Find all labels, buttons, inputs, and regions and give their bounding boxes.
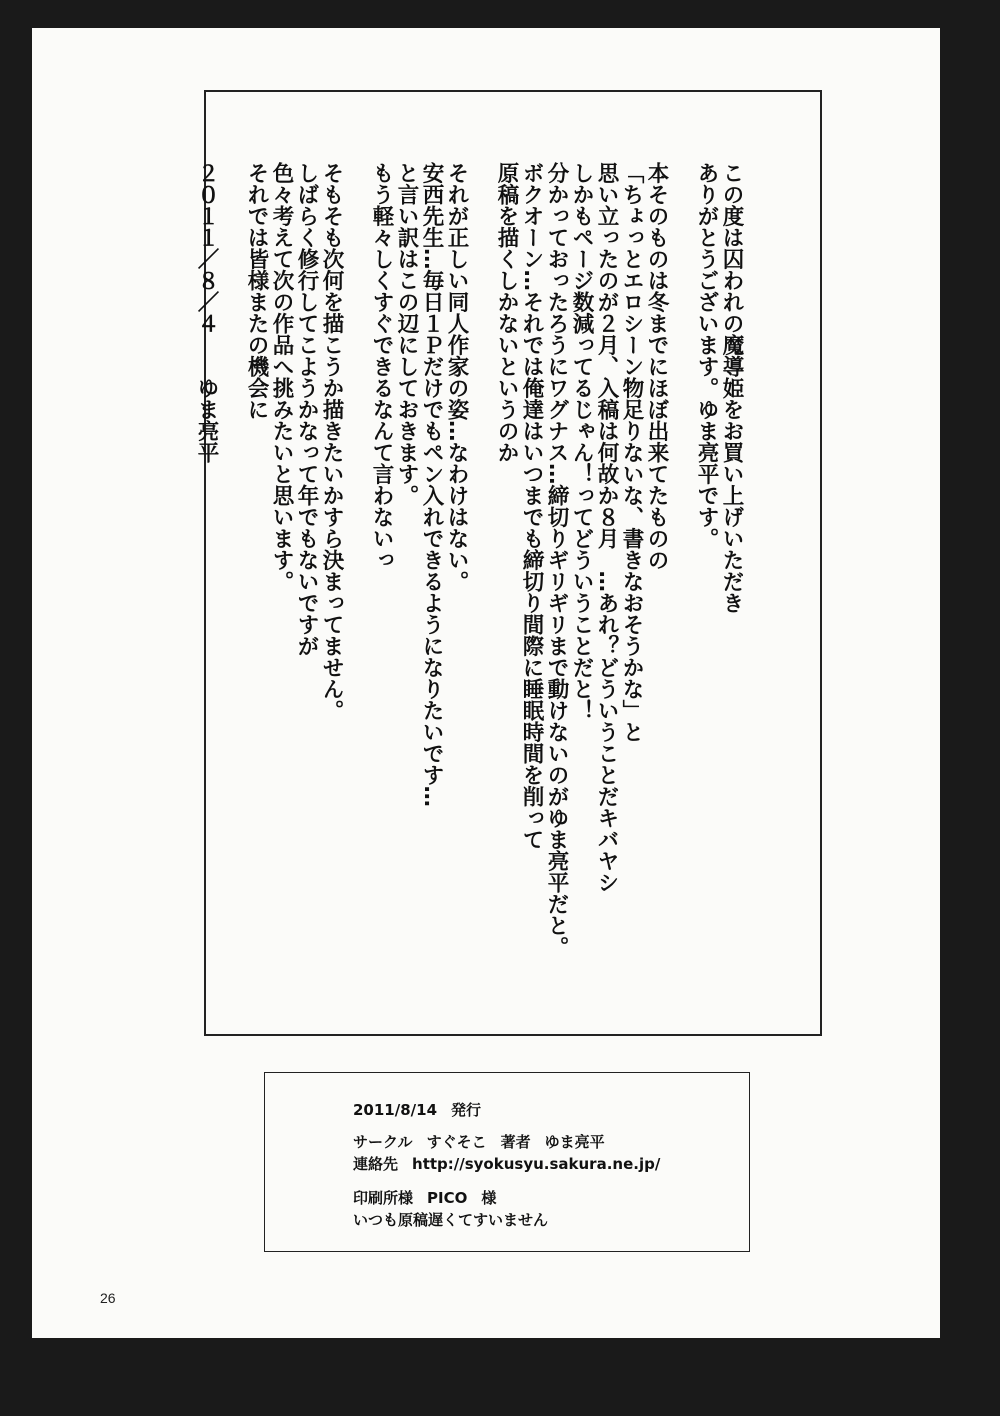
paragraph-gap (219, 162, 244, 982)
paragraph-gap (344, 162, 369, 982)
circle-label: サークル (353, 1133, 413, 1151)
printer-suffix: 様 (481, 1189, 497, 1207)
afterword-line: 本そのものは冬までにほぼ出来てたものの (644, 162, 669, 571)
printer-label: 印刷所様 (353, 1189, 414, 1207)
afterword-line: 思い立ったのが２月、入稿は何故か８月 …あれ？どういうことだキバヤシ (594, 162, 619, 893)
printer-line (353, 1187, 496, 1208)
page-number: 26 (100, 1290, 116, 1306)
afterword-line: と言い訳はこの辺にしておきます。 (394, 162, 419, 506)
afterword-line: 「ちょっとエロシーン物足りないな、書きなおそうかな」と (619, 162, 644, 743)
paper-sheet (32, 28, 940, 1338)
author-label: 著者 (500, 1133, 531, 1151)
afterword-line: それでは皆様またの機会に (244, 162, 269, 420)
circle-line (353, 1131, 605, 1152)
afterword-box (194, 90, 822, 1036)
afterword-line: この度は囚われの魔導姫をお買い上げいただき (719, 162, 744, 614)
paragraph-gap (469, 162, 494, 982)
author-name: ゆま亮平 (544, 1133, 605, 1151)
afterword-line: ありがとうございます。ゆま亮平です。 (694, 162, 719, 549)
afterword-line: 分かっておったろうにワグナス…締切りギリギリまで動けないのがゆま亮平だと。 (544, 162, 569, 958)
afterword-line: 安西先生…毎日１Ｐだけでもペン入れできるようになりたいです… (419, 162, 444, 807)
paragraph-gap (669, 162, 694, 982)
apology-text: いつも原稿遅くてすいません (353, 1211, 549, 1229)
issue-line (353, 1099, 481, 1120)
afterword-signature: ２０１１／８／４ ゆま亮平 (194, 162, 219, 463)
contact-label: 連絡先 (353, 1155, 399, 1173)
printer-name: PICO (427, 1189, 468, 1207)
afterword-line: 色々考えて次の作品へ挑みたいと思います。 (269, 162, 294, 592)
contact-url: http://syokusyu.sakura.ne.jp/ (412, 1155, 661, 1173)
afterword-line: ボクオーン…それでは俺達はいつまでも締切り間際に睡眠時間を削って (519, 162, 544, 850)
afterword-text (194, 162, 744, 982)
circle-name: すぐそこ (426, 1133, 487, 1151)
afterword-line: そもそも次何を描こうか描きたいかすら決まってません。 (319, 162, 344, 721)
issue-date: 2011/8/14 (353, 1101, 438, 1119)
afterword-line: もう軽々しくすぐできるなんて言わないっ (369, 162, 394, 571)
apology-line (353, 1209, 548, 1230)
afterword-line: 原稿を描くしかないというのか (494, 162, 519, 463)
issue-label: 発行 (451, 1101, 482, 1119)
afterword-line: それが正しい同人作家の姿…なわけはない。 (444, 162, 469, 592)
contact-line (353, 1153, 660, 1174)
afterword-line: しかもページ数減ってるじゃん！ってどういうことだと！ (569, 162, 594, 721)
colophon-box (264, 1072, 750, 1252)
afterword-line: しばらく修行してこようかなって年でもないですが (294, 162, 319, 657)
